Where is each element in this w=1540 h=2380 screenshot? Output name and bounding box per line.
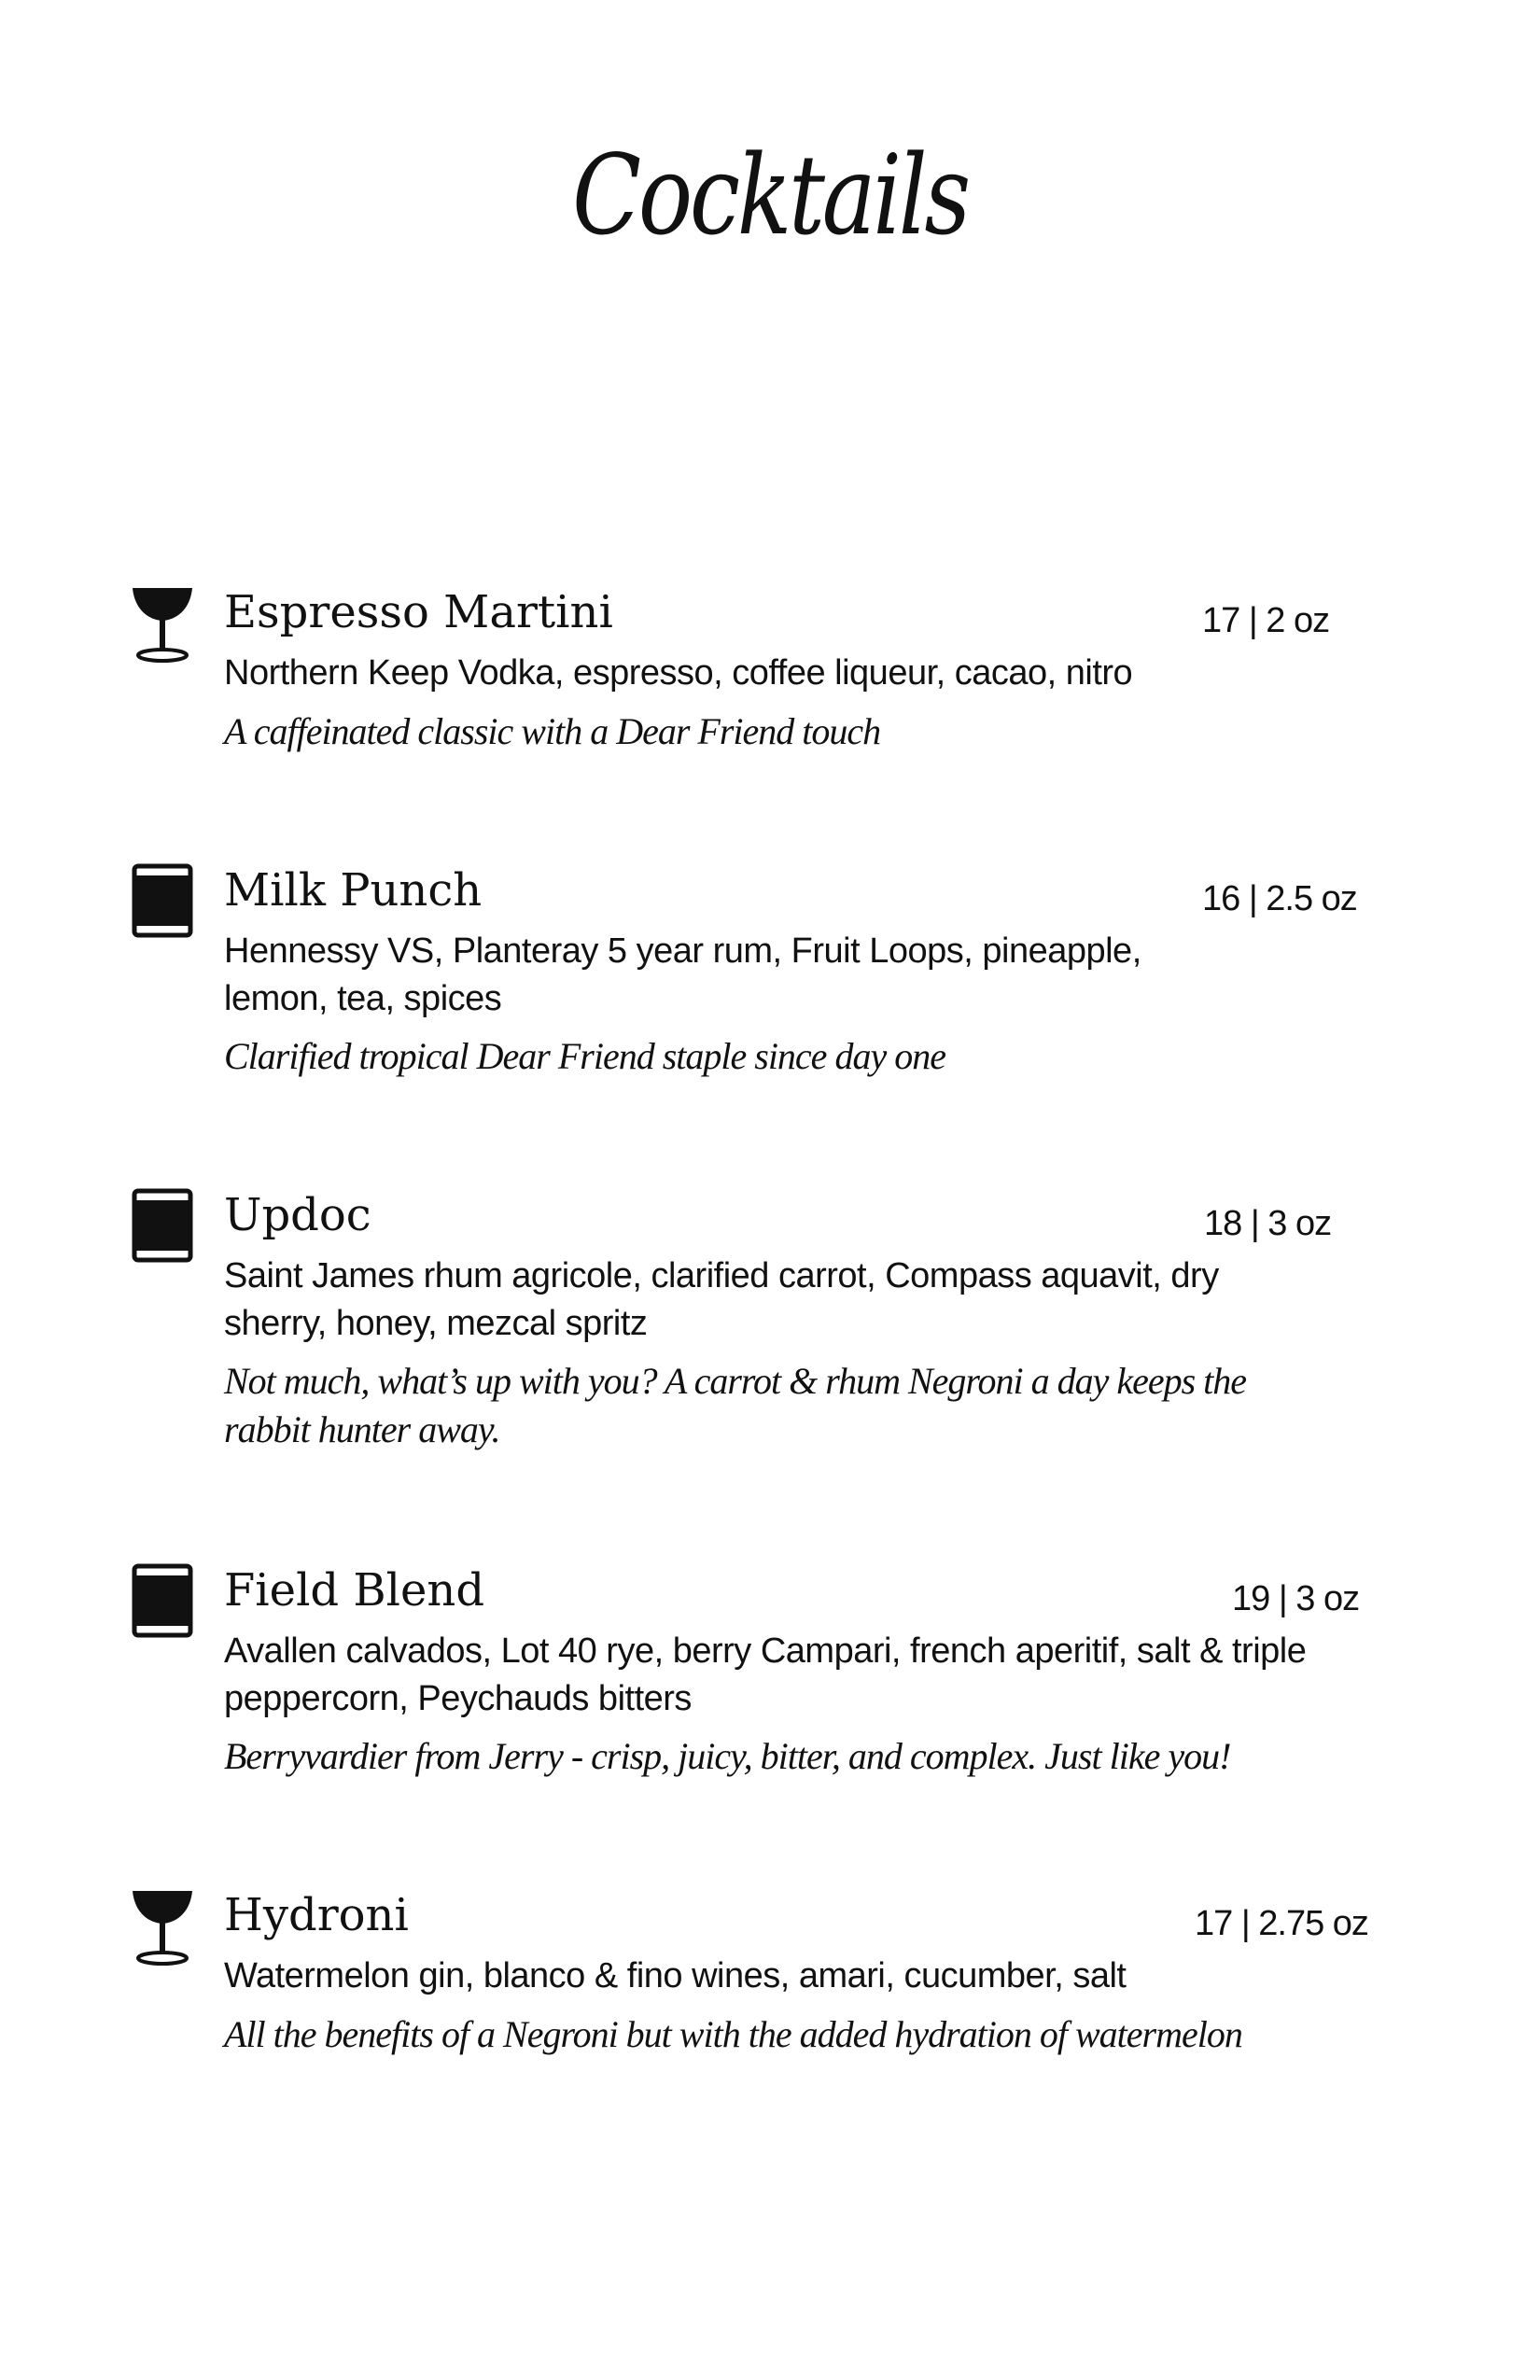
item-ingredients: Saint James rhum agricole, clarified carrot, Compass aquavit, dry sherry, honey, mezcal spritz bbox=[224, 1256, 1219, 1343]
item-name: Field Blend bbox=[224, 1564, 485, 1617]
item-ingredients: Hennessy VS, Planteray 5 year rum, Fruit Loops, pineapple, lemon, tea, spices bbox=[224, 931, 1141, 1018]
item-price: 17 | 2 oz bbox=[1202, 601, 1330, 640]
item-ingredients: Watermelon gin, blanco & fino wines, amari, cucumber, salt bbox=[224, 1956, 1127, 1995]
rocks-glass-icon bbox=[129, 861, 196, 945]
item-name: Updoc bbox=[224, 1189, 371, 1241]
rocks-glass-icon bbox=[129, 1185, 196, 1269]
page-title: Cocktails bbox=[572, 131, 968, 259]
item-price: 16 | 2.5 oz bbox=[1202, 879, 1357, 918]
item-note: A caffeinated classic with a Dear Friend touch bbox=[224, 710, 881, 752]
item-ingredients: Avallen calvados, Lot 40 rye, berry Campari, french aperitif, salt & triple peppercorn, Peychauds bitters bbox=[224, 1631, 1307, 1718]
item-name: Milk Punch bbox=[224, 864, 483, 917]
item-price: 17 | 2.75 oz bbox=[1195, 1904, 1368, 1943]
item-ingredients: Northern Keep Vodka, espresso, coffee liqueur, cacao, nitro bbox=[224, 653, 1133, 693]
item-note: Berryvardier from Jerry - crisp, juicy, bitter, and complex. Just like you! bbox=[224, 1735, 1231, 1777]
rocks-glass-icon bbox=[129, 1561, 196, 1645]
item-name: Espresso Martini bbox=[224, 586, 613, 638]
item-name: Hydroni bbox=[224, 1889, 409, 1941]
coupe-glass-icon bbox=[129, 582, 196, 666]
item-price: 18 | 3 oz bbox=[1204, 1204, 1332, 1243]
item-note: Clarified tropical Dear Friend staple since day one bbox=[224, 1035, 945, 1077]
item-note: Not much, what’s up with you? A carrot & rhum Negroni a day keeps the rabbit hunter away. bbox=[224, 1360, 1247, 1450]
item-note: All the benefits of a Negroni but with the added hydration of watermelon bbox=[224, 2013, 1242, 2055]
coupe-glass-icon bbox=[129, 1885, 196, 1969]
item-price: 19 | 3 oz bbox=[1232, 1579, 1360, 1618]
